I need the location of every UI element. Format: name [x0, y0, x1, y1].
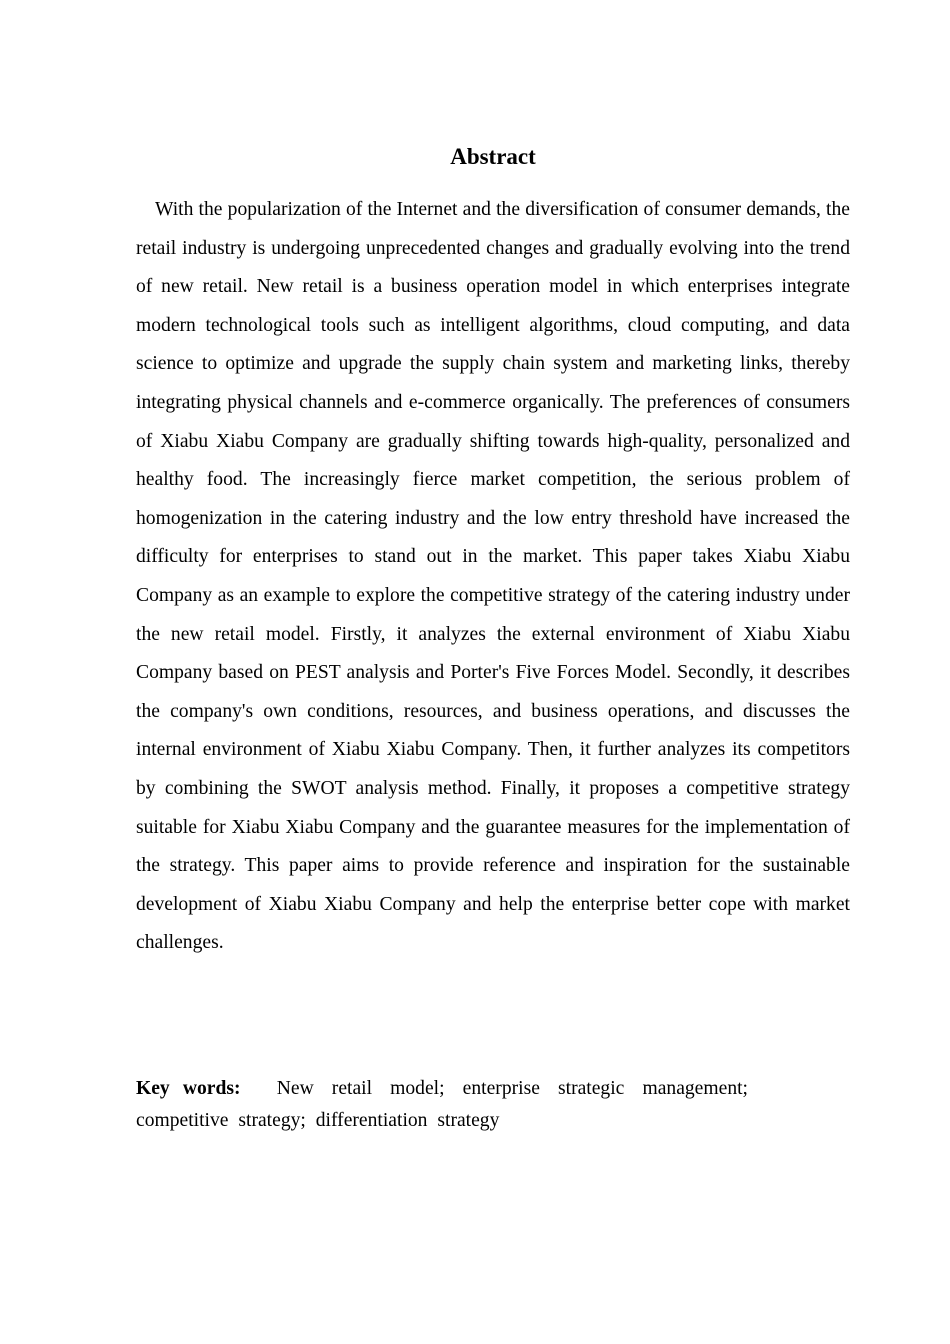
abstract-body: With the popularization of the Internet and the diversification of consumer demands, the retail industry is undergoing unprecedented changes and gradually evolving into the trend of new retail. New retail is a business operation model in which enterprises integrate modern technological tools such as intelligent algorithms, cloud computing, and data science to optimize and upgrade the supply chain system and marketing links, thereby integrating physical channels and e-commerce organically. The preferences of consumers of Xiabu Xiabu Company are gradually shifting towards high-quality, personalized and healthy food. The increasingly fierce market competition, the serious problem of homogenization in the catering industry and the low entry threshold have increased the difficulty for enterprises to stand out in the market. This paper takes Xiabu Xiabu Company as an example to explore the competitive strategy of the catering industry under the new retail model. Firstly, it analyzes the external environment of Xiabu Xiabu Company based on PEST analysis and Porter's Five Forces Model. Secondly, it describes the company's own conditions, resources, and business operations, and discusses the internal environment of Xiabu Xiabu Company. Then, it further analyzes its competitors by combining the SWOT analysis method. Finally, it proposes a competitive strategy suitable for Xiabu Xiabu Company and the guarantee measures for the implementation of the strategy. This paper aims to provide reference and inspiration for the sustainable development of Xiabu Xiabu Company and help the enterprise better cope with market challenges. [136, 199, 850, 954]
keywords-paragraph [136, 1073, 748, 1137]
abstract-title: Abstract [450, 144, 536, 169]
keywords-list: New retail model; enterprise strategic management; competitive strategy; differentiation strategy [136, 1078, 749, 1131]
keywords-label: Key words: [136, 1078, 241, 1099]
